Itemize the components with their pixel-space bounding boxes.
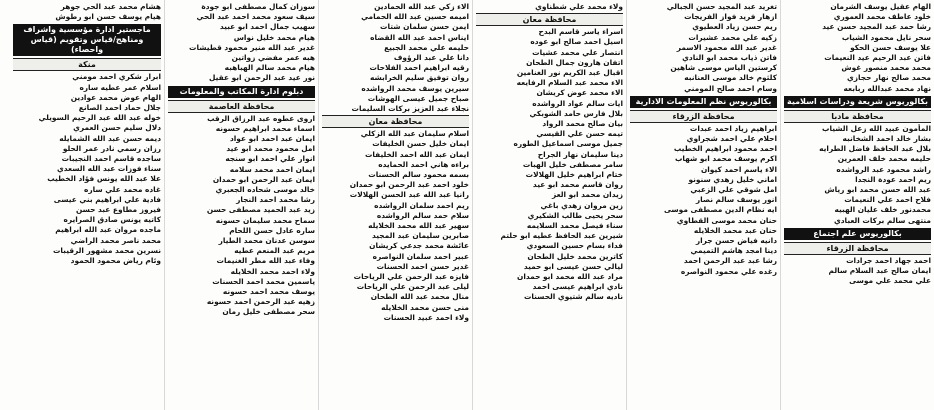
name-entry: ختام ابراهيم خليل الهلالات [525,170,623,180]
name-entry: ساجده قاسم احمد النجيبات [61,154,161,164]
name-entry: جلال حماد احمد الصانع [78,103,161,113]
name-entry: حنان محمد موسى القطاوي [676,215,777,225]
name-entry: اقبال عبد الكريم نور الغنامين [516,68,623,78]
name-entry: ايناس احمد عبد الله القضاه [370,32,469,42]
name-entry: منال محمد عبد الله الطحان [370,292,469,302]
name-entry: رقيه ابراهيم احمد الفلاحات [369,63,469,73]
name-entry: اكرم يوسف محمد ابو شهاب [674,154,777,164]
name-entry: هبه عمر مفضي زواتين [231,53,315,63]
name-entry: اماني خليل زهدي سنونو [688,174,777,184]
column-2 [626,0,780,410]
region-heading: محافظة الزرقاء [784,242,931,255]
column-1 [780,0,934,410]
name-entry: حليمه محمد خلف العمرين [837,154,931,164]
name-entry: اسيل احمد صالح ابو عوده [530,37,623,47]
name-entry: ريم احمد عودة النجدا [855,174,931,184]
column-6 [10,0,164,410]
name-entry: فادية علي ابراهيم بني عيسى [53,194,161,204]
name-entry: بشار خالد احمد الشخانبه [842,134,931,144]
name-entry: تيمه حسن علي القيسي [536,129,623,139]
name-entry: غاده محمد علي ساره [83,184,161,194]
name-entry: تغريد عبد المجيد حسن الجبالي [666,2,777,11]
name-entry: هيام محمد سالم الهباهبه [224,63,315,73]
name-entry: زيدان محمد ابو العز [551,190,623,200]
name-entry: الهام عوض محمد عوادين [70,92,161,102]
name-entry: روان توفيق سليم الخرابشه [370,73,469,83]
name-entry: نسرين محمد مشهور الرقيبات [52,245,161,255]
name-entry: سامر مصطفى خليل الهبات [522,159,623,169]
name-entry: ولاء احمد عبيد الحسنات [383,312,469,322]
name-entry: علا عبد الله يونس فؤاد الخطيب [47,174,161,184]
name-entry: كرستين الياس موسى شاهين [670,63,777,73]
name-entry: عبد الله حسن محمد ابو رياش [824,185,931,195]
name-entry: احلام علي احمد شجراوي [686,134,777,144]
name-entry: ايمان خليل حسن الخليفات [372,139,469,149]
name-entry: سوسن عدنان محمد الطيار [218,236,315,246]
name-entry: هيام يوسف حسن ابو رطوش [55,12,161,22]
name-entry: ريم حسن زياد العطيوي [692,22,777,32]
name-entry: بلال عبد الحافظ فاضل الطرايه [819,144,931,154]
name-entry: وسام احمد صالح المومني [684,83,777,93]
name-entry: غدير حسن احمد الحسنات [376,261,469,271]
region-heading: محافظة معان [476,13,623,26]
name-entry: عائشة محمد جدعي كريشان [369,241,469,251]
name-entry: رشا محمد احمد النجار [236,195,315,205]
name-entry: علا يوسف حسن الحكو [850,42,931,52]
name-entry: ايه نظام الدين مصطفى موسى [663,205,777,215]
name-entry: ايمان عبد احمد ابو عواد [229,134,315,144]
name-entry: وئام رياض محمود الحمود [70,256,161,266]
name-entry: خلود عاطف محمد العموري [833,12,931,22]
name-entry: اتفان هارون جمال الطحان [526,57,623,67]
name-entry: رزان رسمي نادر عمر الحلو [62,143,161,153]
name-entry: ايمان عبد الله احمد الخليفات [364,149,469,159]
name-entry: انور يوسف سالم نصار [695,195,777,205]
name-entry: سيرين يوسف محمد الرواشده [361,83,469,93]
name-entry: امل شوقي علي الزعبي [690,185,777,195]
section-banner: دبلوم ادارة المكاتب والمعلومات [168,86,315,98]
name-entry: محمد صالح نهار حجازي [846,73,931,83]
name-entry: رشا حمد عبد المجيد حسن عيد [822,22,931,32]
name-entry: سماح محمد سليمان حسونه [215,215,315,225]
region-heading: محافظة العاصمة [168,100,315,113]
name-entry: صابرين سليمان عبد المجيد [372,231,469,241]
name-entry: فيروز مطاوع عبد حسن [75,205,161,215]
name-entry: الاء ياسم احمد كيوان [700,164,777,174]
name-entry: شيرين عبد الحافظ عطيه ابو حلتم [500,231,623,241]
name-entry: زكيه علي محمد عشيرات [688,32,777,42]
name-entry: مراد عبد الله محمد ابو حمدان [517,272,623,282]
name-entry: سوزان كمال مصطفى ابو جودة [201,2,315,11]
name-entry: احمد محمود ابراهيم الخطيب [673,144,777,154]
name-entry: دلال سليم حسن العمري [73,123,161,133]
region-heading: محافظة مادبا [784,110,931,123]
name-entry: هيام محمد خليل نواس [233,32,315,42]
name-entry: خالد موسى شحاده الجعبري [215,185,315,195]
name-entry: فلاح احمد علي النعيمات [844,195,931,205]
name-entry: محمدنور خلف عليان الهبيه [834,205,931,215]
name-entry: زين مروان زهدي باغي [540,200,623,210]
name-entry: نور عيد عبد الرحمن ابو عقيل [209,73,315,83]
name-entry: غدير عبد الله منير محمود قطيشات [189,42,315,52]
column-3 [472,0,626,410]
name-entry: الاء محمد عوض كريشان [536,88,623,98]
name-entry: اسلام عمر عطيه ساره [79,82,161,92]
name-entry: صباح جميل عيسى الهوشات [367,93,469,103]
name-entry: ديمه حسن عبد الله الشمايله [59,133,161,143]
name-entry: حليمه علي محمد الجبيع [384,42,469,52]
name-entry: هشام محمد عبد الحي جوهر [60,2,161,11]
name-entry: سهير عبد الله محمد الخلايله [368,221,469,231]
name-entry: ازهار فريد فواز الفريجات [684,12,777,22]
name-entry: رانيا عبد الله عبد الحسن الهلالات [349,190,469,200]
name-entry: عبير احمد سلمان النواصره [372,251,469,261]
name-entry: زهيه عبد الرحمن احمد حسونه [206,297,315,307]
name-entry: براءه هاني احمد الحمايده [378,159,469,169]
name-entry: الاء زكي عبد الله الحمادين [374,2,469,11]
name-entry: احمد جهاد احمد جرادات [846,255,931,265]
name-entry: راشد محمود عبد الرواشده [836,164,931,174]
name-entry: محمد محمد منصور غوش [841,63,931,73]
name-entry: ايمان احمد محمد سلامه [229,164,315,174]
name-entry: بسمه محمود سالم الحسنات [368,170,469,180]
name-entry: ياسمين محمد احمد الحسنات [212,276,315,286]
name-entry: كاتيه يونس صادق الصرايره [63,215,161,225]
name-entry: وفاء عبد الله مطر الغنيمات [216,256,315,266]
name-entry: الهام عقيل يوسف الشرمان [830,2,931,11]
name-entry: ابرار شكري احمد مومني [72,72,161,82]
section-banner: ماجستير ادارة مؤسسية واشراف ومناهج/قياس وتقويم (قياس واحصاء) [13,24,161,56]
name-entry: نهاد محمد عبدالله ربابعه [843,83,931,93]
name-entry: ماجده مروان عبد الله ابراهيم [55,225,161,235]
name-entry: فاتن ذياب محمد ابو النادي [682,53,777,63]
name-entry: جميل موسى اسماعيل الطوره [513,139,623,149]
name-entry: محمد ناصر محمد الراضي [70,235,161,245]
name-entry: سناء فوزات عبد الله السعدي [56,164,161,174]
name-entry: ابراهيم زياد احمد عبدات [689,123,777,133]
name-entry: دينا سليمان نهار الجراح [537,149,623,159]
section-banner: بكالوريوس علم اجتماع [784,228,931,240]
name-entry: بيان صالح محمد الرواد [542,119,623,129]
name-entry: يوسف محمد احمد حسونه [222,287,315,297]
name-entry: سيف سعود محمد احمد عبد الحي [196,12,315,22]
name-entry: ناديه سالم شتيوي الحسنات [523,292,623,302]
name-entry: سحر مصطفى خليل رمان [222,307,315,317]
name-entry: دينا امجد هاشم التميمي [690,246,777,256]
name-entry: ايات سالم عواد الرواشده [532,98,623,108]
name-entry: منى حسن محمد الخلايله [381,302,469,312]
section-banner: بكالوريوس شريعة ودراسات اسلامية [784,96,931,108]
name-entry: ولاء احمد محمد الخلايله [230,266,315,276]
name-entry: اسلام سليمان عبد الله الزكلي [360,129,469,139]
name-entry: بلال فارس حامد الشوبكي [529,108,623,118]
name-entry: اميمه حسين عبد الله الحمامي [361,12,469,22]
name-entry: دانيه فياض حسن جرار [695,236,777,246]
name-entry: حنان عبد محمد الخلايله [693,225,777,235]
name-entry: اروى عطوه عبد الرزاق الرقب [207,113,315,123]
section-banner: بكالوريوس نظم المعلومات الادارية [630,96,777,108]
name-entry: ليلى عبد الرحمن علي الرياحات [356,282,469,292]
name-entry: سحر يحيى طالب الشكيري [527,210,623,220]
name-entry: دانا علي عبد الرؤوف [393,53,469,63]
name-entry: نجلاء عبد العزيز بركات السليمات [351,104,469,114]
name-entry: امل محمود محمد ابو عيد [226,144,315,154]
name-entry: ريم احمد سلمان الرواشده [374,200,469,210]
name-entry: ليالي حسن عيسى ابو حميد [523,261,623,271]
name-entry: ولاء محمد علي شطناوي [535,2,623,11]
name-entry: خلود احمد عبد الرحمن ابو حمدان [349,180,469,190]
column-5 [164,0,318,410]
name-entry: المأمون عبيد الله زعل الشياب [822,123,931,133]
name-entry: زيد عبد الحميد مصطفى حسن [206,205,315,215]
name-entry: نادي ابراهيم عيسى احمد [532,282,623,292]
name-entry: اسراء ياسر قاسم البدح [538,27,623,37]
name-entry: خوله عبد الله عبد الرحيم السويلي [38,113,161,123]
name-entry: فايزه عبد الرحمن علي الرياحات [353,272,469,282]
region-heading: محافظة معان [322,115,469,128]
name-entry: انتصار علي محمد عشيات [532,47,623,57]
name-entry: سحر نايل محمود الشياب [841,32,931,42]
name-entry: فداء بسام حسين السعودي [526,241,623,251]
column-4 [318,0,472,410]
name-entry: الاء محمد عبد السلام الرفايعه [516,78,623,88]
name-entry: غدير عبد الله محمود الاسمر [676,42,777,52]
name-entry: سناء فيصل محمد السلايمه [526,221,623,231]
name-entry: منتهى سالم بركات العبادي [833,215,931,225]
name-entry: فاتن عبد الرحيم عيد النعيمات [824,53,931,63]
name-entry: رشا عبد عبد الرحمن احمد [683,256,777,266]
region-heading: منكة [13,58,161,71]
name-entry: رغده علي محمود النواصره [680,266,777,276]
name-entry: انوار علي احمد ابو سنجه [225,154,315,164]
name-entry: مريم عبد المنعم عطيه [234,246,315,256]
name-entry: ساره عادل حسن اللحام [229,225,315,235]
region-heading: محافظة الزرقاء [630,110,777,123]
name-entry: روان قاسم محمد ابو عيد [532,180,623,190]
name-entry: سهيب جمال احمد ابو عبيد [219,22,315,32]
name-entry: سلام حمد سالم الرواشده [376,210,469,220]
name-entry: كلثوم خالد موسى العنانبه [684,73,777,83]
name-entry: ايمان صالح عبد السلام سالم [828,266,931,276]
name-entry: ايمان عبد الرحمن ابو حمدان [212,174,315,184]
name-entry: كاترين محمد خليل الطحان [527,251,623,261]
name-entry: اسماء محمد ابراهيم حسونه [215,123,315,133]
name-entry: علي محمد علي موسى [849,276,931,286]
name-entry: ايمن حسن سلمان شتات [380,22,469,32]
